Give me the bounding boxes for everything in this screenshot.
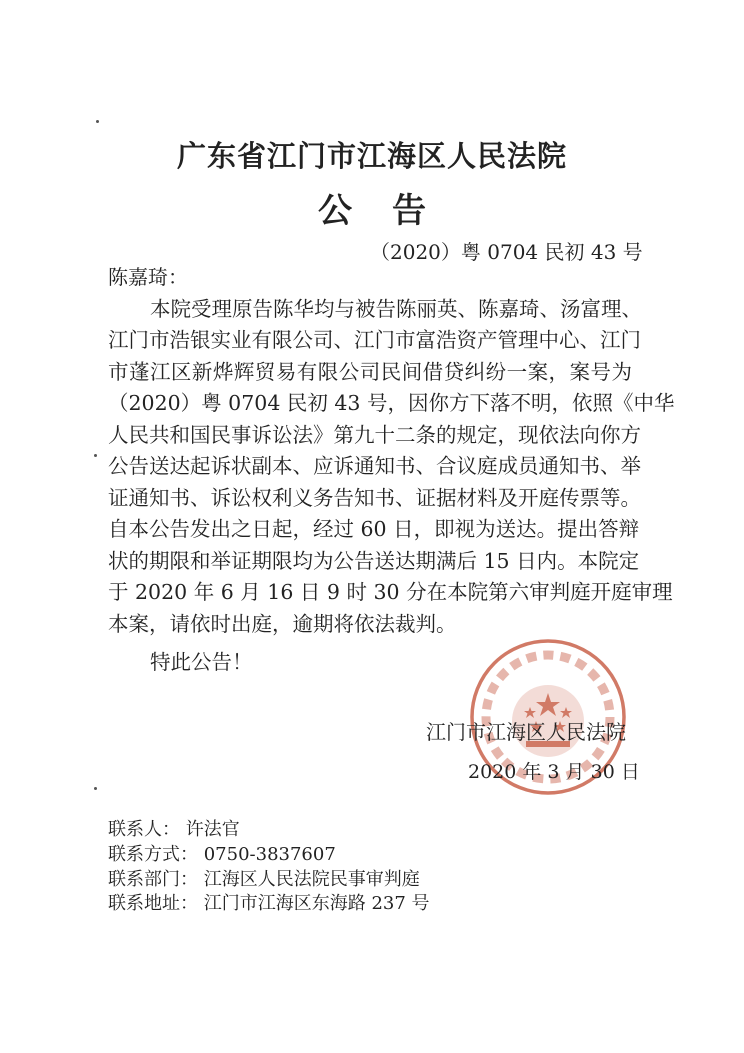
contact-person: 联系人： 许法官 — [108, 819, 240, 840]
contact-phone: 联系方式： 0750-3837607 — [108, 844, 336, 865]
scan-speck — [96, 120, 99, 123]
body-line: 本院受理原告陈华均与被告陈丽英、陈嘉琦、汤富理、 — [150, 297, 642, 321]
body-line: 本案，请依时出庭，逾期将依法裁判。 — [108, 612, 457, 636]
body-line: 证通知书、诉讼权利义务告知书、证据材料及开庭传票等。 — [108, 486, 641, 510]
body-line: （2020）粤 0704 民初 43 号，因你方下落不明，依照《中华 — [108, 391, 675, 415]
body-line: 状的期限和举证期限均为公告送达期满后 15 日内。本院定 — [108, 549, 640, 573]
body-line: 江门市浩银实业有限公司、江门市富浩资产管理中心、江门 — [108, 328, 641, 352]
scan-speck — [94, 787, 97, 790]
body-line: 公告送达起诉状副本、应诉通知书、合议庭成员通知书、举 — [108, 454, 641, 478]
signature-court: 江门市江海区人民法院 — [426, 720, 626, 744]
court-title: 广东省江门市江海区人民法院 — [176, 139, 567, 173]
body-line: 人民共和国民事诉讼法》第九十二条的规定，现依法向你方 — [108, 423, 641, 447]
closing-line: 特此公告！ — [150, 650, 253, 674]
addressee: 陈嘉琦： — [108, 265, 188, 289]
signature-date: 2020 年 3 月 30 日 — [468, 761, 640, 783]
body-line: 自本公告发出之日起，经过 60 日，即视为送达。提出答辩 — [108, 517, 640, 541]
scan-speck — [94, 454, 97, 457]
notice-heading: 公告 — [318, 191, 466, 231]
case-number: （2020）粤 0704 民初 43 号 — [370, 240, 643, 264]
contact-address: 联系地址： 江门市江海区东海路 237 号 — [108, 893, 430, 914]
contact-department: 联系部门： 江海区人民法院民事审判庭 — [108, 869, 420, 890]
body-line: 市蓬江区新烨辉贸易有限公司民间借贷纠纷一案，案号为 — [108, 360, 632, 384]
body-line: 于 2020 年 6 月 16 日 9 时 30 分在本院第六审判庭开庭审理 — [108, 580, 673, 604]
